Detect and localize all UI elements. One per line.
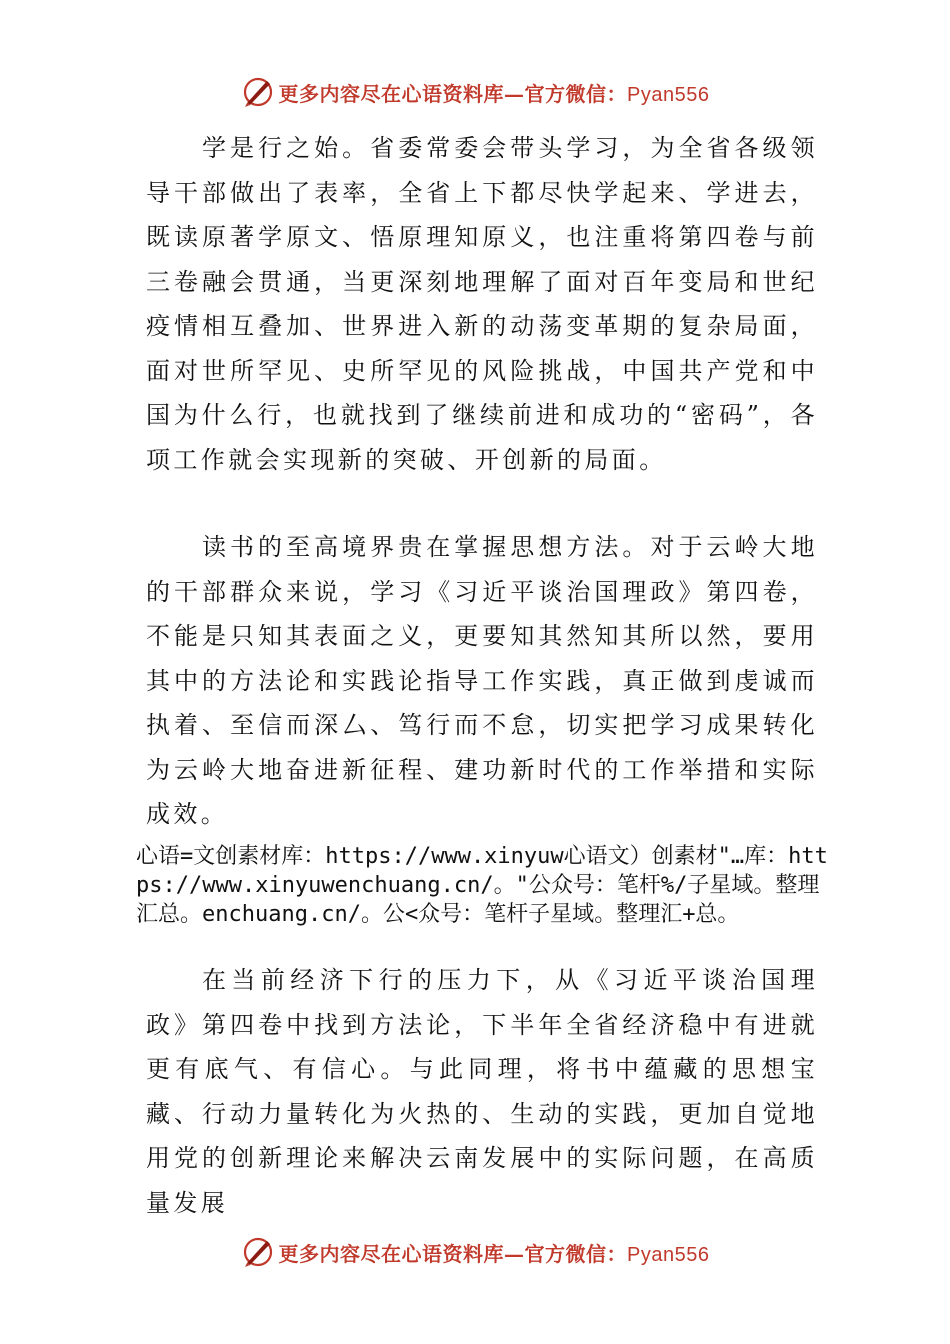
paragraph-1: 学是行之始。省委常委会带头学习，为全省各级领导干部做出了表率，全省上下都尽快学起来、学进去，既读原著学原文、悟原理知原义，也注重将第四卷与前三卷融会贯通，当更深刻地理解了面对百年变局和世纪疫情相互叠加、世界进入新的动荡变革期的复杂局面，面对世所罕见、史所罕见的风险挑战，中国共产党和中国为什么行，也就找到了继续前进和成功的“密码”，各项工作就会实现新的突破、开创新的局面。	[146, 134, 818, 474]
wechat-id: Pyan556	[627, 1243, 710, 1266]
pen-circle-logo-icon	[241, 1235, 275, 1269]
paragraph-2: 读书的至高境界贵在掌握思想方法。对于云岭大地的干部群众来说，学习《习近平谈治国理政》第四卷，不能是只知其表面之义，更要知其然知其所以然，要用其中的方法论和实践论指导工作实践，真正做到虔诚而执着、至信而深厶、笃行而不怠，切实把学习成果转化为云岭大地奋进新征程、建功新时代的工作举措和实际成效。	[146, 533, 818, 828]
wechat-id: Pyan556	[627, 83, 710, 106]
source-note: 心语=文创素材库：https://www.xinyuw心语文）创素材"…库：https://www.xinyuwenchuang.cn/。"公众号：笔杆%/子星域。整理汇总。enchuang.cn/。公<众号：笔杆子星域。整理汇+总。	[136, 844, 828, 927]
paragraph-3: 在当前经济下行的压力下，从《习近平谈治国理政》第四卷中找到方法论，下半年全省经济稳中有进就更有底气、有信心。与此同理，将书中蕴藏的思想宝藏、行动力量转化为火热的、生动的实践，更加自觉地用党的创新理论来解决云南发展中的实际问题，在高质量发展	[146, 966, 818, 1217]
watermark-text: 更多内容尽在心语资料库—官方微信：Pyan556	[278, 1241, 710, 1266]
watermark-text: 更多内容尽在心语资料库—官方微信：Pyan556	[278, 81, 710, 106]
footer-watermark-banner	[0, 1232, 950, 1272]
pen-circle-logo-icon	[241, 75, 275, 109]
header-watermark-banner	[0, 72, 950, 112]
